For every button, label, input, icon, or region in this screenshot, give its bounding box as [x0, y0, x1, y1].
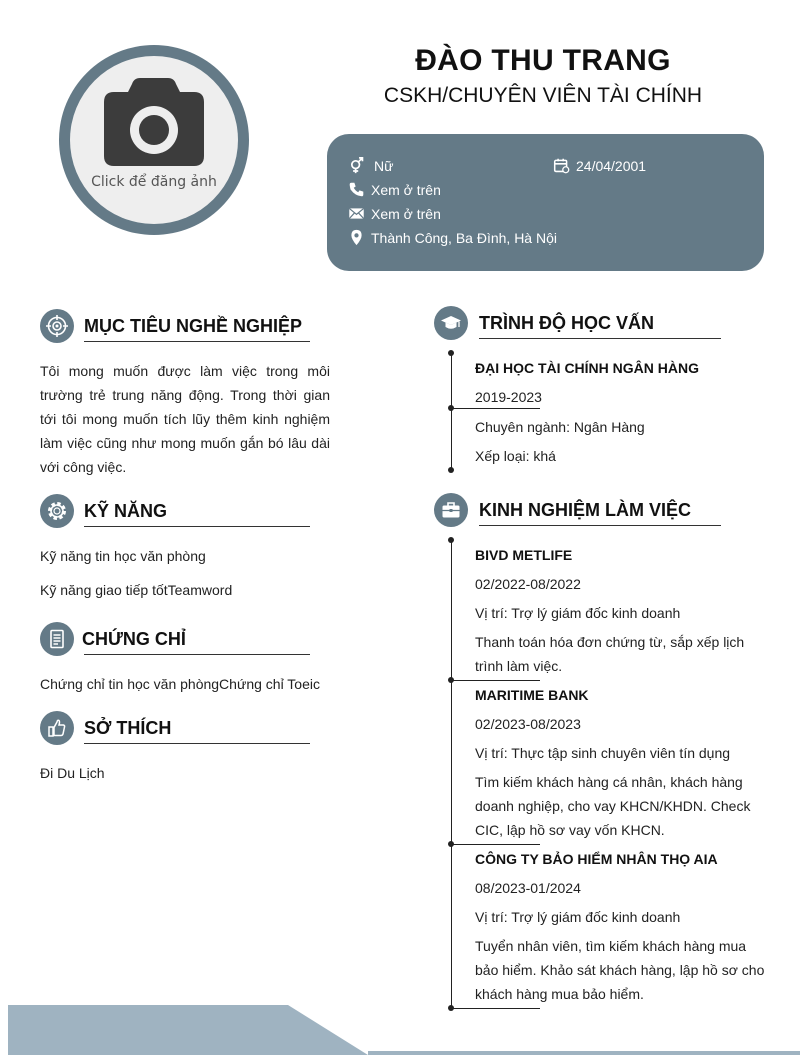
candidate-name: ĐÀO THU TRANG	[415, 44, 671, 77]
job-position: Vị trí: Thực tập sinh chuyên viên tín dụng	[475, 745, 731, 761]
objective-divider	[84, 341, 310, 342]
timeline-tick	[451, 408, 540, 409]
gear-icon	[46, 500, 68, 522]
timeline-tick	[451, 844, 540, 845]
address-value: Thành Công, Ba Đình, Hà Nội	[371, 229, 557, 246]
job-company: CÔNG TY BẢO HIỂM NHÂN THỌ AIA	[475, 851, 718, 867]
timeline-dot	[448, 350, 454, 356]
timeline-dot	[448, 537, 454, 543]
email-row	[348, 205, 441, 222]
education-major: Chuyên ngành: Ngân Hàng	[475, 419, 645, 435]
hobbies-section-icon	[40, 711, 74, 745]
footer-decoration	[0, 1000, 800, 1055]
certificates-text: Chứng chỉ tin học văn phòngChứng chỉ Toeic	[40, 676, 320, 692]
photo-upload-label[interactable]: Click để đăng ảnh	[91, 174, 217, 190]
email-value: Xem ở trên	[371, 205, 441, 222]
gender-icon	[348, 157, 365, 174]
job-description: Thanh toán hóa đơn chứng từ, sắp xếp lịch trình làm việc.	[475, 634, 745, 674]
hobbies-title: SỞ THÍCH	[84, 718, 172, 738]
education-timeline	[451, 353, 452, 470]
phone-value: Xem ở trên	[371, 181, 441, 198]
certificates-title: CHỨNG CHỈ	[82, 629, 186, 649]
experience-timeline	[451, 540, 452, 1008]
target-icon	[46, 315, 68, 337]
graduation-cap-icon	[440, 312, 462, 334]
certificates-section-icon	[40, 622, 74, 656]
timeline-tick	[451, 680, 540, 681]
birthday-row	[553, 157, 646, 174]
job-period: 02/2023-08/2023	[475, 716, 581, 732]
thumbs-up-icon	[46, 717, 68, 739]
job-description: Tìm kiếm khách hàng cá nhân, khách hàng doanh nghiệp, cho vay KHCN/KHDN. Check CIC, lập hồ sơ vay vốn KHCN.	[475, 774, 751, 838]
skills-title: KỸ NĂNG	[84, 501, 168, 521]
education-period: 2019-2023	[475, 389, 542, 405]
job-company: MARITIME BANK	[475, 687, 589, 703]
calendar-icon	[553, 157, 570, 174]
job-position: Vị trí: Trợ lý giám đốc kinh doanh	[475, 605, 681, 621]
skill-item: Kỹ năng tin học văn phòng	[40, 548, 206, 564]
job-description: Tuyển nhân viên, tìm kiếm khách hàng mua bảo hiểm. Khảo sát khách hàng, lập hồ sơ cho khách hàng mua bảo hiểm.	[475, 938, 765, 1002]
objective-section-icon	[40, 309, 74, 343]
education-school: ĐẠI HỌC TÀI CHÍNH NGÂN HÀNG	[475, 360, 699, 376]
job-title: CSKH/CHUYÊN VIÊN TÀI CHÍNH	[383, 84, 703, 107]
education-grade: Xếp loại: khá	[475, 448, 556, 464]
avatar-upload[interactable]	[70, 56, 238, 224]
experience-divider	[479, 525, 721, 526]
briefcase-icon	[440, 499, 462, 521]
location-icon	[348, 229, 365, 246]
certificates-divider	[84, 654, 310, 655]
education-divider	[479, 338, 721, 339]
job-company: BIVD METLIFE	[475, 547, 573, 563]
job-position: Vị trí: Trợ lý giám đốc kinh doanh	[475, 909, 681, 925]
address-row	[348, 229, 557, 246]
contact-info-box	[327, 134, 764, 271]
experience-title: KINH NGHIỆM LÀM VIỆC	[479, 500, 692, 520]
education-section-icon	[434, 306, 468, 340]
hobbies-text: Đi Du Lịch	[40, 765, 105, 781]
gender-row	[348, 157, 393, 174]
timeline-dot	[448, 467, 454, 473]
objective-title: MỤC TIÊU NGHỀ NGHIỆP	[84, 316, 303, 336]
phone-row	[348, 181, 441, 198]
hobbies-divider	[84, 743, 310, 744]
job-period: 02/2022-08/2022	[475, 576, 581, 592]
job-period: 08/2023-01/2024	[475, 880, 581, 896]
email-icon	[348, 205, 365, 222]
birthday-value: 24/04/2001	[576, 157, 647, 174]
camera-icon	[102, 78, 206, 168]
objective-text: Tôi mong muốn được làm việc trong môi trường trẻ trung năng động. Trong thời gian tới tôi mong muốn tích lũy thêm kinh nghiệm làm việc cũng như mong muốn gắn bó lâu dài với công việc.	[40, 363, 330, 475]
document-icon	[46, 628, 68, 650]
skill-item: Kỹ năng giao tiếp tốtTeamword	[40, 582, 233, 598]
phone-icon	[348, 181, 365, 198]
skills-divider	[84, 526, 310, 527]
skills-section-icon	[40, 494, 74, 528]
experience-section-icon	[434, 493, 468, 527]
gender-value: Nữ	[374, 157, 394, 174]
education-title: TRÌNH ĐỘ HỌC VẤN	[479, 313, 654, 333]
